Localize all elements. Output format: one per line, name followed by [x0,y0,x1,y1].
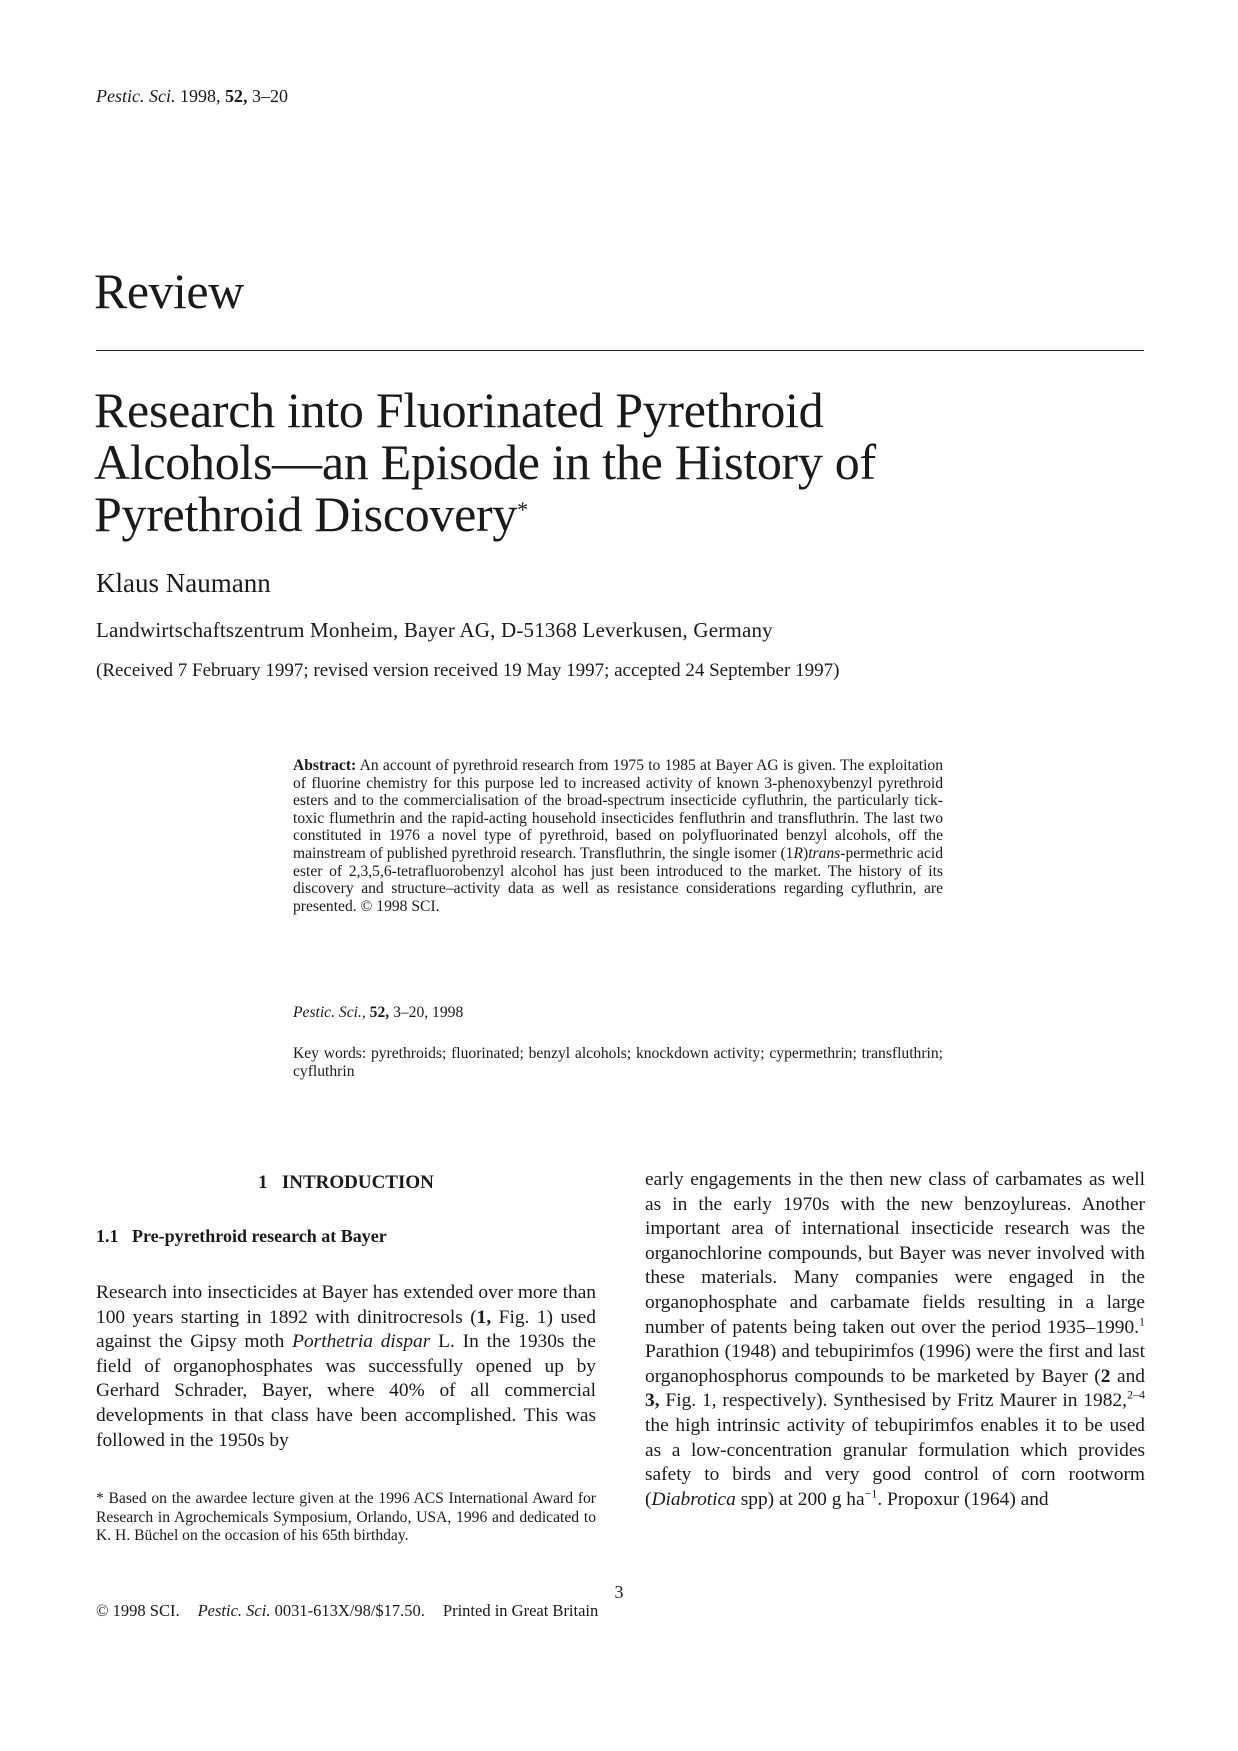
right-compound-ref-2: 2 [1100,1365,1111,1387]
right-species-name: Diabrotica [651,1488,736,1510]
abstract-label: Abstract: [293,757,357,774]
citation-journal: Pestic. Sci., [293,1004,366,1021]
right-text-1: early engagements in the then new class of carbamates as well as in the early 1970s with the new benzoylureas. Another important area of international insecticide research was the organochlorine compounds, but Bayer was never involved with these materials. Many companies were engaged in the organophosphate and carbamate fields resulting in a large number of patents being taken out over the period 1935–1990. [645,1169,1145,1338]
right-text-2: Parathion (1948) and tebupirimfos (1996) were the first and last organophosphorus compounds to be marketed by Bayer ( [645,1341,1145,1387]
left-column-paragraph [96,1281,596,1453]
abstract [293,757,943,915]
section-label: Review [94,263,244,319]
citation-volume: 52, [369,1004,390,1021]
abstract-text-2: -permethric acid ester of 2,3,5,6-tetrafluorobenzyl alcohol has just been introduced to the market. The history of its discovery and structure–activity data as well as resistance considerations regarding cyfluthrin, are presented. © 1998 SCI. [293,844,943,915]
left-text-3: L. In the 1930s the field of organophosphates was successfully opened up by Gerhard Schrader, Bayer, where 40% of all commercial developments in that class have been accomplished. This was followed in the 1950s by [96,1331,596,1451]
right-ref-2-4: 2–4 [1127,1387,1145,1402]
right-text-3: and [1110,1365,1145,1387]
abstract-italic-trans: trans [808,844,841,862]
author-affiliation: Landwirtschaftszentrum Monheim, Bayer AG, D-51368 Leverkusen, Germany [96,618,773,642]
footer-journal: Pestic. Sci. [197,1601,271,1620]
abstract-citation [293,1004,463,1022]
left-compound-ref: 1, [476,1306,492,1328]
received-dates: (Received 7 February 1997; revised version received 19 May 1997; accepted 24 September 1997) [96,660,840,681]
author-name: Klaus Naumann [96,568,271,598]
right-column-paragraph [645,1168,1145,1512]
subsection-heading: 1.1 Pre-pyrethroid research at Bayer [96,1226,387,1246]
journal-ref-volume: 52, [224,86,248,106]
header-rule [96,350,1144,351]
right-ref-1: 1 [1139,1314,1145,1329]
abstract-text-1: An account of pyrethroid research from 1975 to 1985 at Bayer AG is given. The exploitation of fluorine chemistry for this purpose led to increased activity of known 3-phenoxybenzyl pyrethroid esters and to the commercialisation of the broad-spectrum insecticide cyfluthrin, the particularly tick-toxic flumethrin and the rapid-acting household insecticides fenfluthrin and transfluthrin. The last two constituted in 1976 a novel type of pyrethroid, based on polyfluorinated benzyl alcohols, off the mainstream of published pyrethroid research. Transfluthrin, the single isomer (1 [293,757,943,862]
left-species-name: Porthetria dispar [292,1331,431,1353]
right-text-6: spp) at 200 g ha [735,1488,865,1510]
journal-ref-pages: 3–20 [251,86,288,106]
title-line-2: Alcohols—an Episode in the History of [94,434,876,490]
left-text-2: Fig. 1) used against the Gipsy moth [96,1306,596,1353]
citation-rest: 3–20, 1998 [393,1004,464,1021]
footer-copyright: © 1998 SCI. [96,1601,180,1620]
footnote: * Based on the awardee lecture given at the 1996 ACS International Award for Research in Agrochemicals Symposium, Orlando, USA, 1996 and dedicated to K. H. Büchel on the occasion of his 65th birthday. [96,1490,596,1545]
right-unit-exponent: −1 [864,1486,878,1501]
intro-heading: 1 INTRODUCTION [258,1172,434,1193]
journal-ref-journal: Pestic. Sci. [96,86,176,106]
title-line-1: Research into Fluorinated Pyrethroid [94,382,824,438]
right-compound-ref-3: 3, [645,1390,660,1412]
abstract-paren: ) [802,844,809,862]
keywords: Key words: pyrethroids; fluorinated; benzyl alcohols; knockdown activity; cypermethrin; transfluthrin; cyfluthrin [293,1045,943,1080]
left-text-1: Research into insecticides at Bayer has extended over more than 100 years starting in 1892 with dinitrocresols ( [96,1282,596,1328]
right-text-7: . Propoxur (1964) and [877,1488,1049,1510]
right-text-4: Fig. 1, respectively). Synthesised by Fritz Maurer in 1982, [659,1390,1127,1412]
footer-printed: Printed in Great Britain [442,1601,599,1620]
publication-footer [96,1601,598,1621]
abstract-italic-r: R [793,844,803,862]
journal-reference [96,86,288,107]
article-title [94,384,1134,540]
footer-issn: 0031-613X/98/$17.50. [274,1601,425,1620]
title-line-3-text: Pyrethroid Discovery [94,486,518,542]
title-line-3 [94,488,1134,540]
page-number: 3 [614,1582,624,1602]
title-footnote-marker: * [517,497,528,522]
right-text-5: the high intrinsic activity of tebupirimfos enables it to be used as a low-concentration granular formulation which provides safety to birds and very good control of corn rootworm ( [645,1414,1145,1510]
journal-ref-year: 1998, [179,86,221,106]
